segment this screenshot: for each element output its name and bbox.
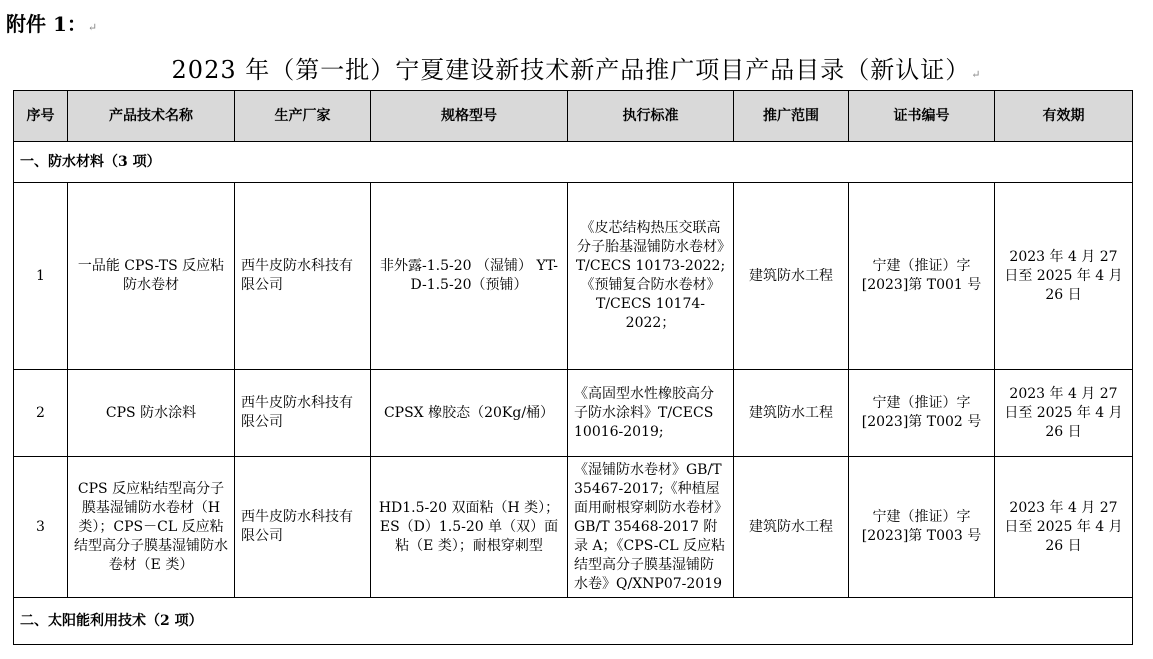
cell-no: 2 (14, 370, 68, 457)
header-maker: 生产厂家 (235, 91, 371, 142)
cell-maker: 西牛皮防水科技有限公司 (235, 183, 371, 370)
cell-spec: 非外露-1.5-20 （湿铺） YT-D-1.5-20（预铺） (371, 183, 568, 370)
cell-name: CPS 防水涂料 (68, 370, 235, 457)
cell-cert: 宁建（推证）字[2023]第 T003 号 (849, 457, 995, 598)
cell-valid: 2023 年 4 月 27 日至 2025 年 4 月 26 日 (995, 370, 1133, 457)
cell-standard: 《高固型水性橡胶高分子防水涂料》T/CECS 10016-2019; (568, 370, 734, 457)
cell-spec: HD1.5-20 双面粘（H 类）；ES（D）1.5-20 单（双）面粘（E 类）；耐根穿刺型 (371, 457, 568, 598)
paragraph-mark-icon: ↵ (971, 68, 982, 81)
cell-cert: 宁建（推证）字[2023]第 T001 号 (849, 183, 995, 370)
cell-valid: 2023 年 4 月 27 日至 2025 年 4 月 26 日 (995, 183, 1133, 370)
cell-scope: 建筑防水工程 (734, 457, 849, 598)
table-row (14, 457, 1133, 598)
table-header-row (14, 91, 1133, 142)
cell-maker: 西牛皮防水科技有限公司 (235, 457, 371, 598)
cell-name: CPS 反应粘结型高分子膜基湿铺防水卷材（H 类）；CPS－CL 反应粘结型高分子膜基湿铺防水卷材（E 类） (68, 457, 235, 598)
header-name: 产品技术名称 (68, 91, 235, 142)
product-catalog-table (13, 90, 1133, 645)
header-spec: 规格型号 (371, 91, 568, 142)
cell-standard: 《皮芯结构热压交联高分子胎基湿铺防水卷材》T/CECS 10173-2022;《预铺复合防水卷材》T/CECS 10174-2022； (568, 183, 734, 370)
page-title-text: 2023 年（第一批）宁夏建设新技术新产品推广项目产品目录（新认证） (171, 56, 971, 84)
header-cert: 证书编号 (849, 91, 995, 142)
attachment-label (6, 8, 97, 37)
cell-valid: 2023 年 4 月 27 日至 2025 年 4 月 26 日 (995, 457, 1133, 598)
section-row (14, 598, 1133, 645)
cell-standard-text: 《湿铺防水卷材》GB/T 35467-2017;《种植屋面用耐根穿刺防水卷材》GB/T 35468-2017 附录 A；《CPS-CL 反应粘结型高分子膜基湿铺防水卷》Q/XNP07-2019 (574, 461, 725, 592)
cell-no: 3 (14, 457, 68, 598)
header-scope: 推广范围 (734, 91, 849, 142)
cell-no: 1 (14, 183, 68, 370)
cell-scope: 建筑防水工程 (734, 183, 849, 370)
section-label: 一、防水材料（3 项） (14, 142, 1133, 183)
header-no: 序号 (14, 91, 68, 142)
section-label: 二、太阳能利用技术（2 项） (14, 598, 1133, 645)
cell-maker: 西牛皮防水科技有限公司 (235, 370, 371, 457)
table-row (14, 183, 1133, 370)
header-standard: 执行标准 (568, 91, 734, 142)
paragraph-mark-icon: ↵ (87, 21, 98, 34)
section-row (14, 142, 1133, 183)
cell-standard (568, 457, 734, 598)
header-valid: 有效期 (995, 91, 1133, 142)
cell-spec: CPSX 橡胶态（20Kg/桶） (371, 370, 568, 457)
attachment-label-text: 附件 1： (6, 12, 87, 36)
table-row (14, 370, 1133, 457)
page-title (0, 50, 1153, 85)
cell-scope: 建筑防水工程 (734, 370, 849, 457)
cell-name: 一品能 CPS-TS 反应粘防水卷材 (68, 183, 235, 370)
cell-cert: 宁建（推证）字[2023]第 T002 号 (849, 370, 995, 457)
